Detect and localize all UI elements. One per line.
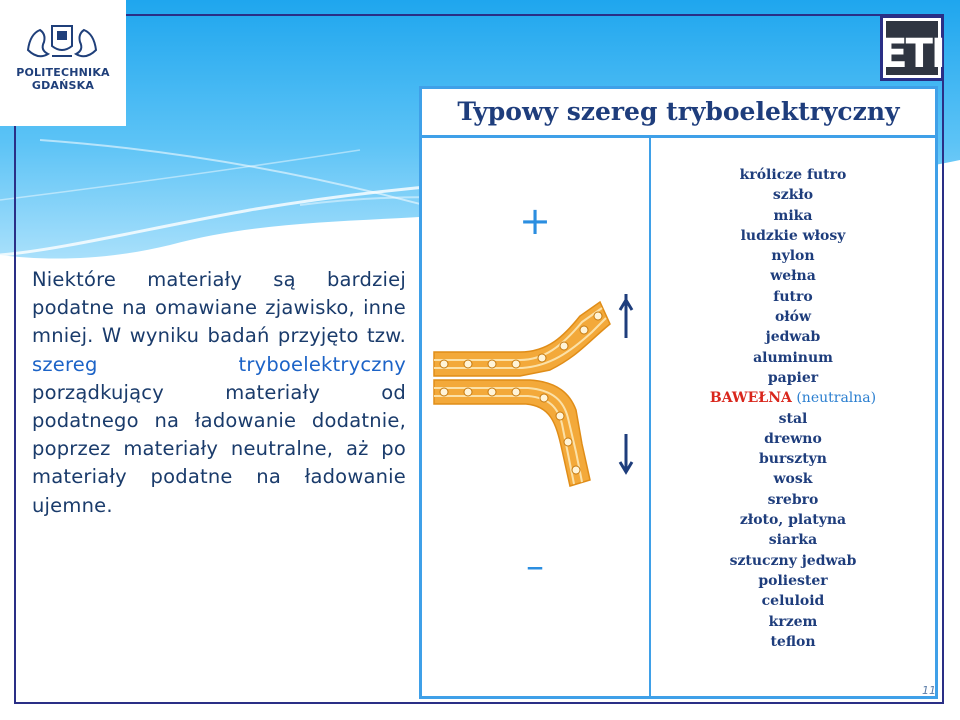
series-item-label: stal bbox=[778, 410, 808, 427]
logo-line-1: POLITECHNIKA bbox=[16, 66, 110, 79]
series-item bbox=[654, 266, 932, 286]
series-item-label: królicze futro bbox=[739, 167, 847, 183]
series-item-note: (neutralna) bbox=[791, 390, 877, 407]
series-item-label: ludzkie włosy bbox=[740, 227, 846, 244]
up-arrow-icon bbox=[620, 294, 632, 338]
series-item-label: nylon bbox=[771, 248, 815, 265]
column-divider bbox=[649, 138, 651, 699]
body-text-before: Niektóre materiały są bardziej podatne na omawiane zjawisko, inne mniej. W wyniku badań przyjęto tzw. bbox=[32, 268, 406, 348]
series-item-label: jedwab bbox=[765, 329, 821, 346]
series-item bbox=[654, 490, 932, 510]
series-item bbox=[654, 449, 932, 469]
series-item bbox=[654, 469, 932, 489]
series-item bbox=[654, 612, 932, 632]
university-logo bbox=[0, 0, 126, 126]
series-item-label: BAWEŁNA bbox=[709, 390, 792, 407]
series-item bbox=[654, 206, 932, 226]
series-item bbox=[654, 632, 932, 652]
series-item-label: sztuczny jedwab bbox=[729, 552, 857, 569]
series-item bbox=[654, 409, 932, 429]
series-item bbox=[654, 591, 932, 611]
series-item bbox=[654, 510, 932, 530]
series-item-label: futro bbox=[773, 288, 813, 305]
logo-text bbox=[0, 66, 126, 92]
series-item-label: poliester bbox=[758, 572, 828, 589]
series-item-label: szkło bbox=[772, 187, 814, 204]
lower-belt bbox=[434, 380, 590, 486]
series-item-label: złoto, platyna bbox=[739, 512, 847, 529]
crest-icon bbox=[22, 20, 102, 64]
series-item-label: ołów bbox=[774, 309, 812, 326]
series-item-label: wosk bbox=[773, 471, 813, 488]
series-item-label: siarka bbox=[768, 532, 818, 549]
series-item-label: bursztyn bbox=[759, 451, 827, 468]
series-item bbox=[654, 368, 932, 388]
series-item-label: krzem bbox=[768, 613, 818, 630]
eti-logo bbox=[880, 15, 944, 81]
series-item-label: mika bbox=[773, 207, 813, 224]
series-item bbox=[654, 246, 932, 266]
series-item-label: srebro bbox=[767, 491, 819, 508]
series-item bbox=[654, 530, 932, 550]
series-item bbox=[654, 429, 932, 449]
charged-belts-illustration bbox=[430, 294, 642, 494]
series-item bbox=[654, 571, 932, 591]
series-item-label: teflon bbox=[770, 633, 816, 650]
series-item bbox=[654, 388, 932, 408]
triboelectric-table bbox=[419, 86, 938, 699]
upper-belt bbox=[434, 302, 610, 376]
page-number: 11 bbox=[922, 684, 936, 697]
series-item bbox=[654, 165, 932, 185]
series-item-label: celuloid bbox=[761, 593, 825, 610]
series-item bbox=[654, 287, 932, 307]
series-item bbox=[654, 327, 932, 347]
table-title: Typowy szereg tryboelektryczny bbox=[457, 97, 900, 126]
eti-logo-text: ETI bbox=[880, 31, 944, 77]
title-divider bbox=[422, 135, 935, 138]
series-item-label: papier bbox=[767, 369, 819, 386]
series-item bbox=[654, 348, 932, 368]
series-item bbox=[654, 185, 932, 205]
body-text-highlight: szereg tryboelektryczny bbox=[32, 352, 406, 376]
logo-line-2: GDAŃSKA bbox=[31, 79, 95, 92]
series-item bbox=[654, 551, 932, 571]
minus-sign: – bbox=[526, 546, 544, 587]
series-item bbox=[654, 307, 932, 327]
plus-sign: + bbox=[519, 199, 551, 243]
series-item-label: aluminum bbox=[753, 349, 833, 366]
down-arrow-icon bbox=[620, 434, 632, 472]
body-paragraph bbox=[32, 266, 406, 520]
series-item-label: wełna bbox=[770, 268, 816, 285]
series-item-label: drewno bbox=[764, 430, 822, 447]
body-text-after: porządkujący materiały od podatnego na ładowanie dodatnie, poprzez materiały neutralne, aż po materiały podatne na ładowanie ujemne. bbox=[32, 380, 406, 517]
triboelectric-series-list bbox=[654, 165, 932, 652]
series-item bbox=[654, 226, 932, 246]
